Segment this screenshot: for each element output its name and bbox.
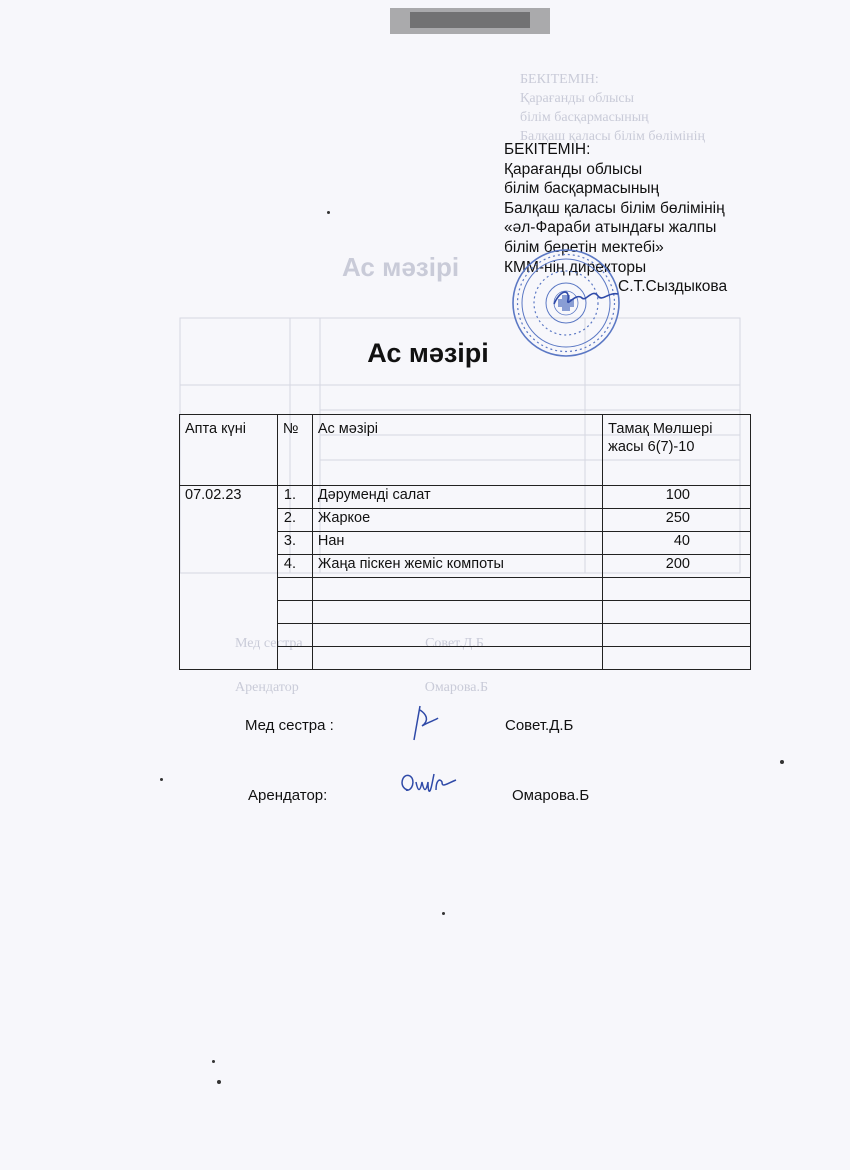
dish-amount: 200: [603, 555, 751, 578]
date-cell: 07.02.23: [180, 486, 278, 670]
approval-line: білім басқармасының: [504, 180, 660, 198]
table-header-row: [180, 415, 751, 486]
row-number: 3.: [277, 532, 312, 555]
tenant-name: Омарова.Б: [512, 787, 590, 804]
scan-speck: [212, 1060, 215, 1063]
tenant-signature-icon: [398, 768, 460, 800]
scan-speck: [780, 760, 784, 764]
dish-name: Жаркое: [312, 509, 602, 532]
director-signature-icon: [552, 282, 622, 312]
dish-amount: 100: [603, 486, 751, 509]
approval-line: Балқаш қаласы білім бөлімінің: [504, 199, 725, 217]
table-row: [180, 486, 751, 509]
page-title: Ас мәзірі: [367, 338, 489, 368]
nurse-label: Мед сестра :: [245, 717, 334, 734]
scan-speck: [160, 778, 163, 781]
nurse-name: Совет.Д.Б: [505, 717, 574, 734]
approval-line: Қарағанды облысы: [504, 160, 643, 178]
approval-heading: БЕКІТЕМІН:: [504, 141, 591, 158]
row-number: 4.: [277, 555, 312, 578]
header-day: Апта күні: [180, 415, 278, 486]
nurse-signature-icon: [408, 700, 442, 742]
scan-smudge: [380, 0, 580, 45]
approval-line: «әл-Фараби атындағы жалпы: [504, 219, 717, 237]
header-amount: Тамақ Мөлшері жасы 6(7)-10: [603, 415, 751, 486]
bleed-through-signatures: Мед сестра Совет.Д.Б Арендатор Омарова.Б: [235, 636, 488, 695]
approval-line: білім беретін мектебі»: [504, 238, 664, 256]
menu-table: [179, 414, 751, 670]
dish-amount: 40: [603, 532, 751, 555]
dish-name: Нан: [312, 532, 602, 555]
header-number: №: [277, 415, 312, 486]
approval-signer: С.Т.Сыздыкова: [618, 278, 728, 296]
bleed-through-approval: БЕКІТЕМІН: Қарағанды облысы білім басқармасының Балқаш қаласы білім бөлімінің: [520, 72, 705, 144]
dish-name: Жаңа піскен жеміс компоты: [312, 555, 602, 578]
scan-speck: [442, 912, 445, 915]
scan-speck: [327, 211, 330, 214]
row-number: 2.: [277, 509, 312, 532]
tenant-label: Арендатор:: [248, 787, 328, 804]
dish-name: Дәруменді салат: [312, 486, 602, 509]
approval-line: КММ-нің директоры: [504, 258, 647, 276]
bleed-through-title: Ас мәзірі: [342, 252, 460, 282]
scan-speck: [217, 1080, 221, 1084]
header-menu: Ас мәзірі: [312, 415, 602, 486]
dish-amount: 250: [603, 509, 751, 532]
row-number: 1.: [277, 486, 312, 509]
